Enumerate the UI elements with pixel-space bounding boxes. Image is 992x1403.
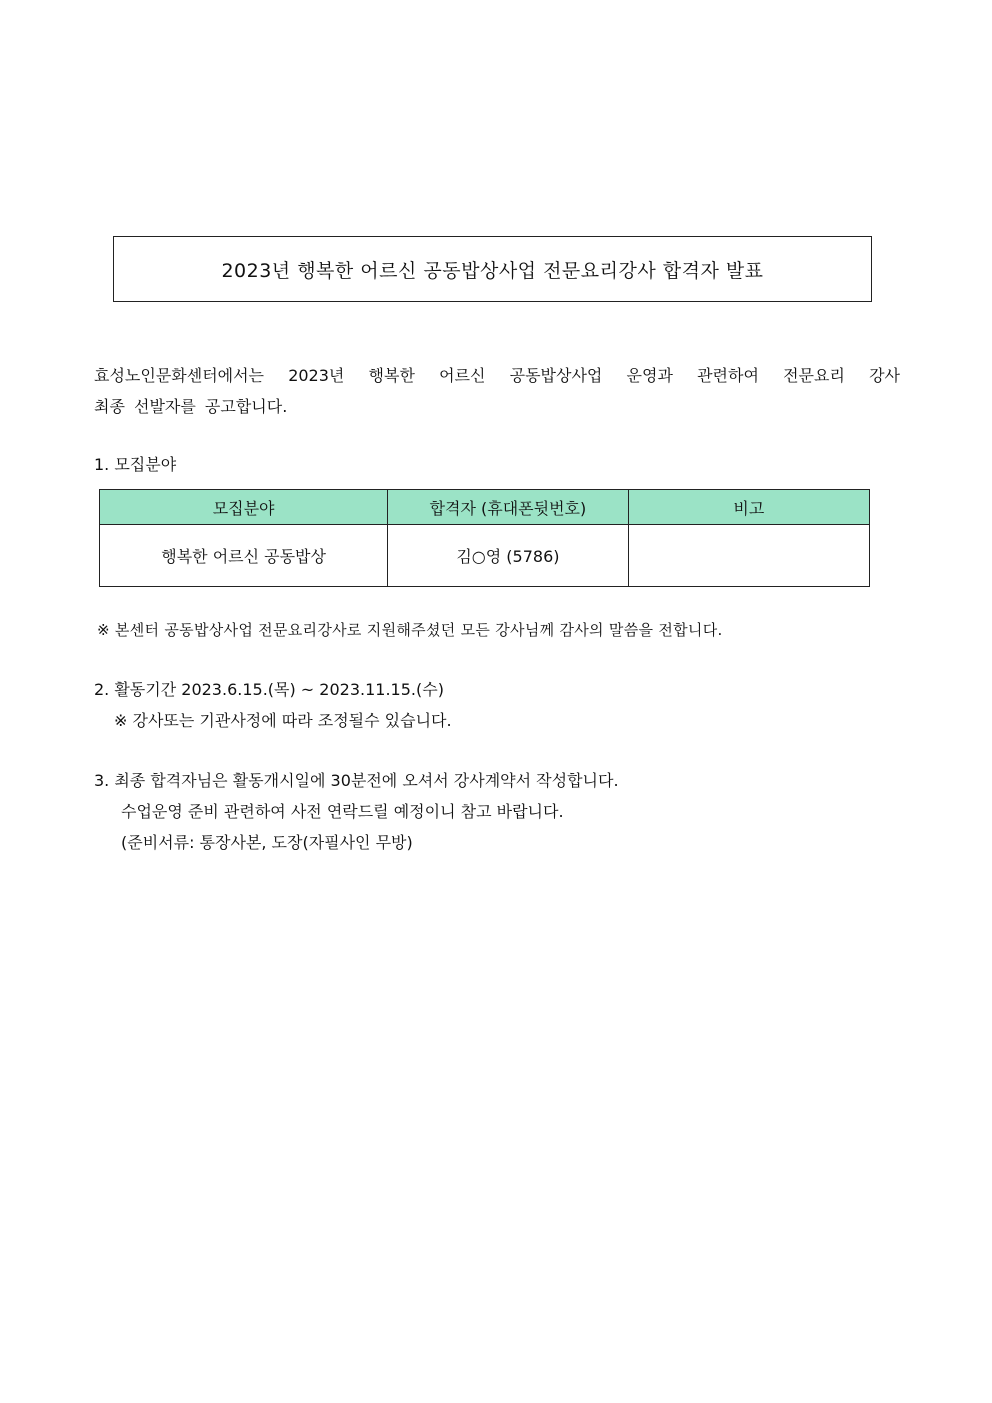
cell-successful-applicant: 김○영 (5786) [388, 525, 628, 587]
cell-recruit-field: 행복한 어르신 공동밥상 [100, 525, 388, 587]
cell-remarks [628, 525, 869, 587]
header-recruit-field: 모집분야 [100, 490, 388, 525]
header-remarks: 비고 [628, 490, 869, 525]
result-table [99, 489, 870, 587]
announcement-title: 2023년 행복한 어르신 공동밥상사업 전문요리강사 합격자 발표 [113, 236, 872, 302]
result-table-wrapper [99, 489, 870, 587]
section-2 [94, 674, 452, 736]
header-successful-applicant: 합격자 (휴대폰뒷번호) [388, 490, 628, 525]
table-header-row [100, 490, 870, 525]
section-3 [94, 765, 619, 858]
section-2-heading: 2. 활동기간 2023.6.15.(목) ~ 2023.11.15.(수) [94, 680, 444, 699]
section-1-heading: 1. 모집분야 [94, 455, 177, 474]
section-3-line-3: (준비서류: 통장사본, 도장(자필사인 무방) [121, 833, 413, 852]
intro-paragraph [94, 360, 900, 422]
section-3-line-2: 수업운영 준비 관련하여 사전 연락드릴 예정이니 참고 바랍니다. [121, 802, 564, 821]
section-2-note: ※ 강사또는 기관사정에 따라 조정될수 있습니다. [114, 711, 452, 730]
intro-line-1: 효성노인문화센터에서는 2023년 행복한 어르신 공동밥상사업 운영과 관련하여 전문요리 강사 [94, 366, 900, 385]
thanks-note: ※ 본센터 공동밥상사업 전문요리강사로 지원해주셨던 모든 강사님께 감사의 말씀을 전합니다. [97, 621, 723, 639]
section-3-heading: 3. 최종 합격자님은 활동개시일에 30분전에 오셔서 강사계약서 작성합니다. [94, 771, 619, 790]
table-row [100, 525, 870, 587]
intro-line-2: 최종 선발자를 공고합니다. [94, 397, 288, 416]
